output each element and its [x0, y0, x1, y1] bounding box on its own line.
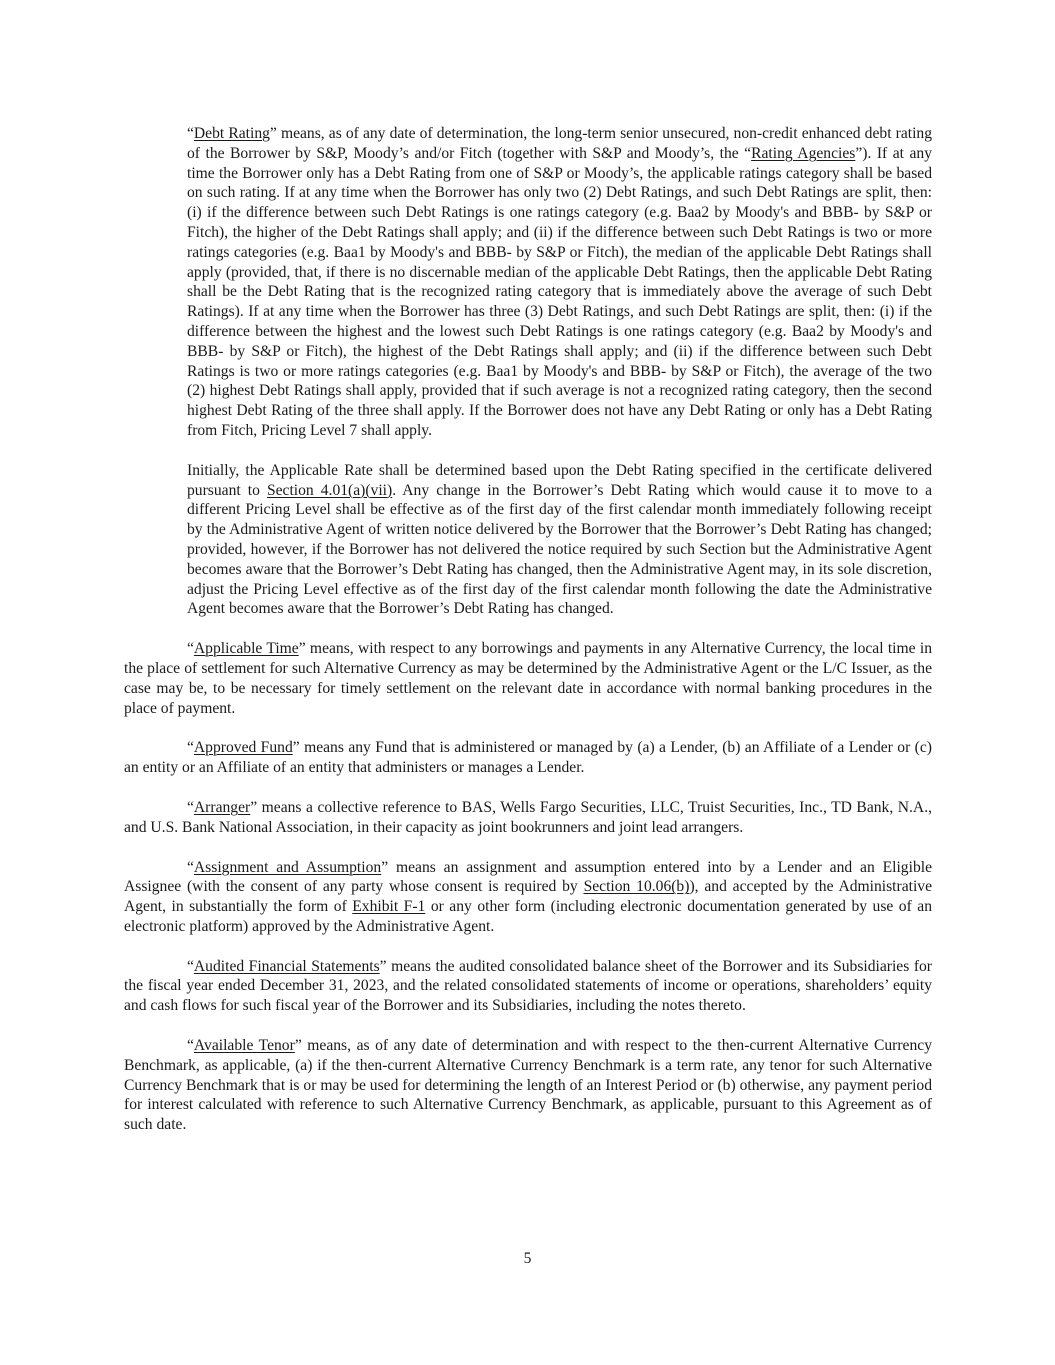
- page-number: 5: [523, 1250, 532, 1267]
- open-quote: “: [187, 739, 194, 757]
- section-reference: Section 10.06(b): [583, 878, 690, 896]
- page-body: [124, 124, 932, 1155]
- definition-applicable-time: [124, 639, 932, 718]
- definition-text: ”). If at any time the Borrower only has a Debt Rating from one of S&P or Moody’s, the applicable ratings category shall be based on such rating. If at any time when the Borrower has only two (2) Debt Ratings, and such Debt Ratings are split, then: (i) if the difference between such Debt Ratings is one ratings category (e.g. Baa2 by Moody's and BBB- by S&P or Fitch), the higher of the Debt Ratings shall apply; and (ii) if the difference between such Debt Ratings is two or more ratings categories (e.g. Baa1 by Moody's and BBB- by S&P or Fitch), the median of the applicable Debt Ratings shall apply (provided, that, if there is no discernable median of the applicable Debt Ratings, then the applicable Debt Rating shall be the Debt Rating that is the recognized rating category that is immediately above the average of such Debt Ratings). If at any time when the Borrower has three (3) Debt Ratings, and such Debt Ratings are split, then: (i) if the difference between the highest and the lowest such Debt Ratings is one ratings category (e.g. Baa2 by Moody's and BBB- by S&P or Fitch), the highest of the Debt Ratings shall apply; and (ii) if the difference between such Debt Ratings is two or more ratings categories (e.g. Baa1 by Moody's and BBB- by S&P or Fitch), the average of the two (2) highest Debt Ratings shall apply, provided that if such average is not a recognized rating category, then the second highest Debt Rating of the three shall apply. If the Borrower does not have any Debt Rating or only has a Debt Rating from Fitch, Pricing Level 7 shall apply.: [187, 144, 933, 439]
- defined-term-approved-fund: Approved Fund: [193, 739, 293, 757]
- paragraph-initially: [187, 461, 932, 619]
- open-quote: “: [187, 957, 194, 975]
- defined-term-rating-agencies: Rating Agencies: [751, 144, 856, 162]
- paragraph-text: Initially, the Applicable Rate shall be determined based upon the Debt Rating specified in the certificate delivered pursuant to: [187, 461, 932, 499]
- paragraph-text: . Any change in the Borrower’s Debt Rating which would cause it to move to a different Pricing Level shall be effective as of the first day of the first calendar month immediately following receipt by the Administrative Agent of written notice delivered by the Borrower that the Borrower’s Debt Rating has changed; provided, however, if the Borrower has not delivered the notice required by such Section but the Administrative Agent becomes aware that the Borrower’s Debt Rating has changed, then the Administrative Agent may, in its sole discretion, adjust the Pricing Level effective as of the first day of the first calendar month following the date the Administrative Agent becomes aware that the Borrower’s Debt Rating has changed.: [187, 481, 932, 618]
- definition-text: ” means, as of any date of determination, the long-term senior unsecured, non-credit enhanced debt rating of the Borrower by S&P, Moody’s and/or Fitch (together with S&P and Moody’s, the “: [187, 125, 932, 162]
- section-reference: Section 4.01(a)(vii): [266, 481, 393, 499]
- defined-term-audited-financial-statements: Audited Financial Statements: [193, 957, 380, 975]
- definition-text: ” means the audited consolidated balance sheet of the Borrower and its Subsidiaries for the fiscal year ended December 31, 2023, and the related consolidated statements of income or operations, shareholders’ equity and cash flows for such fiscal year of the Borrower and its Subsidiaries, including the notes thereto.: [124, 957, 932, 1015]
- definition-text: ” means, as of any date of determination and with respect to the then-current Alternative Currency Benchmark, as applicable, (a) if the then-current Alternative Currency Benchmark is a term rate, any tenor for such Alternative Currency Benchmark that is or may be used for determining the length of an Interest Period or (b) otherwise, any payment period for interest calculated with reference to such Alternative Currency Benchmark, as applicable, pursuant to this Agreement as of such date.: [124, 1037, 932, 1134]
- open-quote: “: [187, 858, 194, 876]
- defined-term-available-tenor: Available Tenor: [193, 1037, 295, 1055]
- definition-text: ” means, with respect to any borrowings and payments in any Alternative Currency, the local time in the place of settlement for such Alternative Currency as may be determined by the Administrative Agent or the L/C Issuer, as the case may be, to be necessary for timely settlement on the relevant date in accordance with normal banking procedures in the place of payment.: [124, 640, 932, 717]
- defined-term-debt-rating: Debt Rating: [193, 125, 270, 142]
- definition-approved-fund: [124, 738, 932, 778]
- definition-text: ), and accepted by the Administrative Agent, in substantially the form of: [124, 878, 932, 916]
- definition-text: ” means an assignment and assumption entered into by a Lender and an Eligible Assignee (with the consent of any party whose consent is required by: [124, 858, 932, 896]
- definition-audited-financial-statements: [124, 957, 932, 1016]
- open-quote: “: [187, 640, 194, 658]
- definition-text: ” means a collective reference to BAS, Wells Fargo Securities, LLC, Truist Securities, Inc., TD Bank, N.A., and U.S. Bank National Association, in their capacity as joint bookrunners and joint lead arrangers.: [124, 798, 932, 836]
- definition-text: ” means any Fund that is administered or managed by (a) a Lender, (b) an Affiliate of a Lender or (c) an entity or an Affiliate of an entity that administers or manages a Lender.: [124, 739, 932, 777]
- definition-debt-rating: [187, 124, 932, 441]
- open-quote: “: [187, 798, 194, 816]
- open-quote: “: [187, 125, 194, 142]
- open-quote: “: [187, 1037, 194, 1055]
- defined-term-assignment-and-assumption: Assignment and Assumption: [193, 858, 382, 876]
- exhibit-reference: Exhibit F-1: [352, 898, 426, 916]
- definition-text: or any other form (including electronic documentation generated by use of an electronic platform) approved by the Administrative Agent.: [124, 898, 932, 935]
- definition-assignment-and-assumption: [124, 858, 932, 937]
- defined-term-applicable-time: Applicable Time: [193, 640, 299, 658]
- definition-arranger: [124, 798, 932, 838]
- definition-available-tenor: [124, 1036, 932, 1135]
- defined-term-arranger: Arranger: [193, 798, 251, 816]
